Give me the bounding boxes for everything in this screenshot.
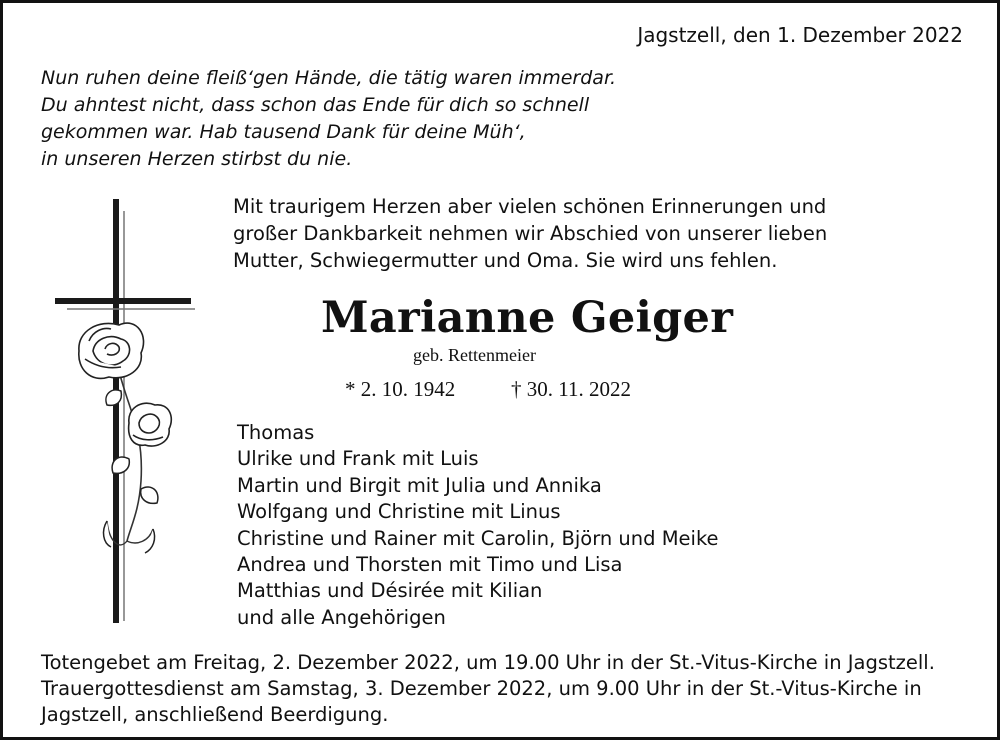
service-line: Jagstzell, anschließend Beerdigung. bbox=[41, 703, 389, 726]
death-date: † 30. 11. 2022 bbox=[511, 377, 631, 401]
cross-with-roses-icon bbox=[49, 191, 199, 631]
service-details bbox=[41, 650, 935, 728]
mourner-entry: und alle Angehörigen bbox=[237, 605, 446, 629]
service-line: Trauergottesdienst am Samstag, 3. Dezember 2022, um 9.00 Uhr in der St.-Vitus-Kirche in bbox=[41, 677, 922, 700]
poem-line: gekommen war. Hab tausend Dank für deine Müh‘, bbox=[41, 121, 526, 143]
mourner-entry: Matthias und Désirée mit Kilian bbox=[237, 579, 543, 603]
farewell-text bbox=[233, 193, 827, 274]
mourner-entry: Christine und Rainer mit Carolin, Björn und Meike bbox=[237, 526, 719, 550]
mourner-entry: Ulrike und Frank mit Luis bbox=[237, 447, 479, 471]
poem-line: Du ahntest nicht, dass schon das Ende für dich so schnell bbox=[41, 94, 590, 116]
memorial-poem bbox=[41, 65, 616, 173]
poem-line: Nun ruhen deine fleiß‘gen Hände, die tätig waren immerdar. bbox=[41, 67, 617, 89]
poem-line: in unseren Herzen stirbst du nie. bbox=[41, 148, 353, 170]
mourner-entry: Martin und Birgit mit Julia und Annika bbox=[237, 473, 602, 497]
birth-date: * 2. 10. 1942 bbox=[345, 377, 456, 401]
mourner-entry: Andrea und Thorsten mit Timo und Lisa bbox=[237, 553, 623, 577]
deceased-name: Marianne Geiger bbox=[321, 293, 734, 343]
mourner-entry: Wolfgang und Christine mit Linus bbox=[237, 500, 561, 524]
farewell-line: Mit traurigem Herzen aber vielen schönen Erinnerungen und bbox=[233, 195, 827, 218]
place-date: Jagstzell, den 1. Dezember 2022 bbox=[637, 23, 963, 47]
birth-name: geb. Rettenmeier bbox=[413, 345, 536, 365]
mourners-list bbox=[237, 420, 719, 631]
farewell-line: großer Dankbarkeit nehmen wir Abschied von unserer lieben bbox=[233, 222, 828, 245]
farewell-line: Mutter, Schwiegermutter und Oma. Sie wird uns fehlen. bbox=[233, 249, 778, 272]
mourner-entry: Thomas bbox=[237, 421, 315, 444]
service-line: Totengebet am Freitag, 2. Dezember 2022, um 19.00 Uhr in der St.-Vitus-Kirche in Jagstzell. bbox=[41, 651, 935, 674]
